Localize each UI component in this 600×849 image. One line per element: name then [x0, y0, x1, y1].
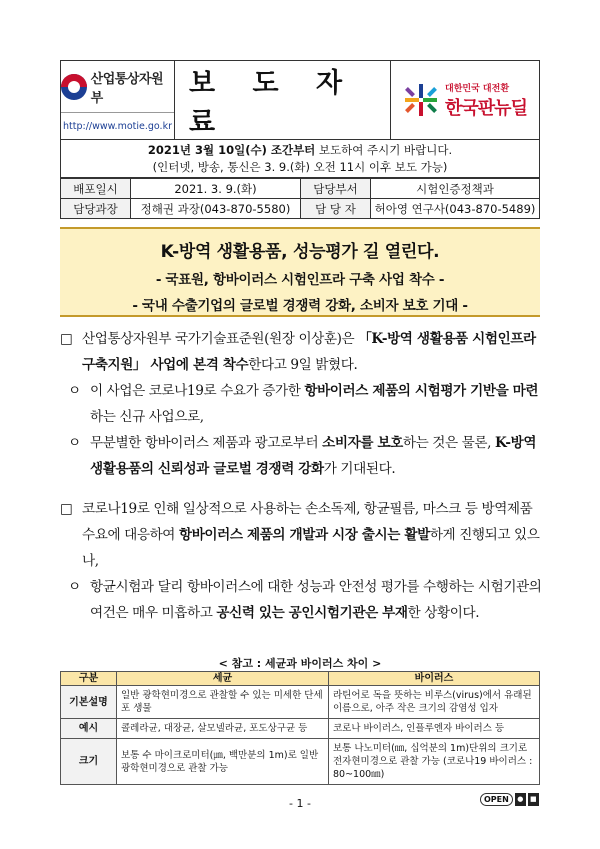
paragraph-text: 항균시험과 달리 항바이러스에 대한 성능과 안전성 평가를 수행하는 시험기관의 여건은 매우 미흡하고 [90, 579, 542, 621]
paragraph-1 [60, 326, 545, 378]
paragraph-text: 한다고 9일 밝혔다. [248, 357, 358, 373]
embargo-notice [60, 140, 540, 178]
headline-box [60, 227, 540, 317]
ministry-url-link[interactable]: http://www.motie.go.kr [63, 120, 172, 132]
open-license-badge [480, 790, 542, 808]
ministry-name: 산업통상자원부 [90, 71, 164, 106]
distribution-date-label: 배포일시 [61, 179, 131, 199]
paragraph-text: 무분별한 항바이러스 제품과 광고로부터 [90, 435, 323, 451]
paragraph-text: 하는 신규 사업으로, [90, 409, 204, 425]
bacteria-virus-table [60, 671, 540, 785]
virus-cell: 라틴어로 독을 뜻하는 비루스(virus)에서 유래된 이름으로, 아주 작은 크기의 감염성 입자 [329, 686, 540, 719]
column-header: 바이러스 [329, 672, 540, 686]
column-header: 구분 [61, 672, 117, 686]
newdeal-mark-icon [403, 82, 439, 118]
row-label: 크기 [61, 739, 117, 785]
bacteria-cell: 보통 수 마이크로미터(㎛, 백만분의 1m)로 일반 광학현미경으로 관찰 가능 [117, 739, 329, 785]
virus-cell: 코로나 바이러스, 인플루엔자 바이러스 등 [329, 719, 540, 739]
staff-contact: 허아영 연구사(043-870-5489) [371, 199, 540, 219]
manager-label: 담당과장 [61, 199, 131, 219]
paragraph-emphasis: 소비자를 보호 [322, 435, 403, 451]
paragraph-emphasis: 항바이러스 제품의 시험평가 기반을 마련 [304, 383, 539, 399]
bacteria-cell: 일반 광학현미경으로 관찰할 수 있는 미세한 단세포 생물 [117, 686, 329, 719]
newdeal-name: 한국판뉴딜 [445, 97, 527, 119]
newdeal-logo [390, 60, 540, 140]
paragraph-emphasis: 항바이러스 제품의 개발과 시장 출시는 활발 [178, 527, 430, 543]
square-bullet-icon: □ [60, 501, 73, 517]
paragraph-text: 가 기대된다. [323, 461, 396, 477]
embargo-date: 2021년 3월 10일(수) 조간부터 [147, 143, 316, 157]
staff-label: 담 당 자 [301, 199, 371, 219]
paragraph-text: 이 사업은 코로나19로 수요가 증가한 [90, 383, 305, 399]
department-label: 담당부서 [301, 179, 371, 199]
distribution-date: 2021. 3. 9.(화) [131, 179, 301, 199]
ministry-logo [61, 61, 174, 113]
paragraph-text: 하는 것은 물론, [402, 435, 495, 451]
circle-bullet-icon: ㅇ [68, 579, 81, 595]
virus-cell: 보통 나노미터(㎚, 십억분의 1m)단위의 크기로 전자현미경으로 관찰 가능 (코로나19 바이러스 : 80~100㎚) [329, 739, 540, 785]
department: 시험인증정책과 [371, 179, 540, 199]
paragraph-emphasis: K-방역 생활용품의 신뢰성과 글로벌 경쟁력 강화 [90, 435, 537, 477]
paragraph-1b [60, 430, 545, 482]
paragraph-2a [60, 574, 545, 626]
table-header-row [61, 672, 540, 686]
paragraph-text: 코로나19로 인해 일상적으로 사용하는 손소독제, 항균필름, 마스크 등 방역제품 수요에 대응하여 [82, 501, 533, 543]
embargo-online-note: (인터넷, 방송, 통신은 3. 9.(화) 오전 11시 이후 보도 가능) [152, 160, 448, 174]
paragraph-text: 하게 진행되고 있으나, [82, 527, 540, 569]
subheadline-1: - 국표원, 항바이러스 시험인프라 구축 사업 착수 - [155, 272, 445, 288]
paragraph-1a [60, 378, 545, 430]
table-row [61, 686, 540, 719]
press-release-header [60, 60, 540, 140]
circle-bullet-icon: ㅇ [68, 383, 81, 399]
paragraph-text: 산업통상자원부 국가기술표준원(원장 이상훈)은 [82, 331, 359, 347]
circle-bullet-icon: ㅇ [68, 435, 81, 451]
ministry-block [60, 60, 174, 140]
taegeuk-emblem-icon [61, 74, 87, 100]
newdeal-tagline: 대한민국 대전환 [445, 83, 510, 94]
paragraph-2 [60, 496, 545, 574]
paragraph-text: 한 상황이다. [407, 605, 480, 621]
page-number: - 1 - [289, 797, 311, 810]
reference-caption: < 참고 : 세균과 바이러스 차이 > [218, 657, 382, 670]
row-label: 기본설명 [61, 686, 117, 719]
license-attribution-icon: ● [515, 793, 526, 806]
paragraph-emphasis: 공신력 있는 공인시험기관은 부재 [216, 605, 408, 621]
row-label: 예시 [61, 719, 117, 739]
table-row [61, 739, 540, 785]
paragraph-emphasis: 「K-방역 생활용품 시험인프라 구축지원」 사업에 본격 착수 [82, 331, 536, 373]
bacteria-cell: 콜레라균, 대장균, 살모넬라균, 포도상구균 등 [117, 719, 329, 739]
column-header: 세균 [117, 672, 329, 686]
headline: K-방역 생활용품, 성능평가 길 열린다. [160, 242, 440, 262]
embargo-text: 보도하여 주시기 바랍니다. [315, 143, 453, 157]
square-bullet-icon: □ [60, 331, 73, 347]
subheadline-2: - 국내 수출기업의 글로벌 경쟁력 강화, 소비자 보호 기대 - [132, 298, 468, 314]
open-license-label: OPEN [480, 793, 513, 806]
table-row [61, 719, 540, 739]
license-type-icon: ■ [528, 793, 539, 806]
document-type-title: 보 도 자 료 [174, 60, 390, 140]
release-info-table [60, 178, 540, 219]
manager-contact: 정해권 과장(043-870-5580) [131, 199, 301, 219]
